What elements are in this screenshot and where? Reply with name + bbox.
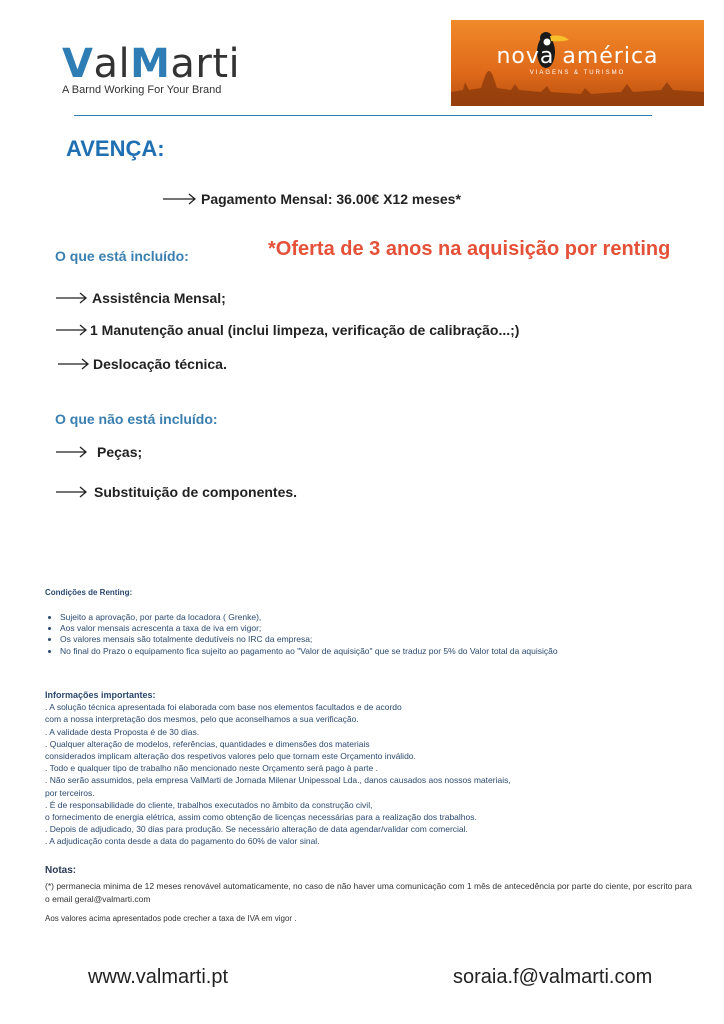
payment-text: Pagamento Mensal: 36.00€ X12 meses* <box>201 191 461 207</box>
arrow-right-icon <box>162 191 198 207</box>
notes-text: (*) permanecia minima de 12 meses renovável automaticamente, no caso de não haver uma comunicação com 1 mês de antecedência por parte do ciente, por escrito para o email geral@valmarti.com <box>45 881 692 904</box>
nova-america-banner <box>451 20 704 106</box>
info-line: . É de responsabilidade do cliente, trabalhos executados no âmbito da construção civil, <box>45 799 373 810</box>
arrow-right-icon <box>55 322 89 338</box>
list-item: • Aos valor mensais acrescenta a taxa de iva em vigor; <box>60 623 558 634</box>
page-title: AVENÇA: <box>66 136 165 161</box>
logo-wordmark: ValMarti <box>62 41 241 87</box>
info-line: . A solução técnica apresentada foi elaborada com base nos elementos facultados e de acordo <box>45 702 402 713</box>
not-included-label: O que não está incluído: <box>55 411 218 427</box>
arrow-right-icon <box>55 290 89 306</box>
footer-website[interactable]: www.valmarti.pt <box>88 966 229 988</box>
valmarti-logo <box>62 42 240 96</box>
list-item: • No final do Prazo o equipamento fica sujeito ao pagamento ao "Valor de aquisição" que se traduz por 5% do Valor total da aquisição <box>60 646 558 657</box>
info-line: . Não serão assumidos, pela empresa ValMarti de Jornada Milenar Unipessoal Lda., danos causados aos nossos materiais, <box>45 775 511 786</box>
info-line: considerados implicam alteração dos respetivos valores pelo que tornam este Orçamento inválido. <box>45 751 416 762</box>
info-line: o fornecimento de energia elétrica, assim como obtenção de licenças necessárias para a realização dos trabalhos. <box>45 812 477 823</box>
info-heading: Informações importantes: <box>45 690 156 700</box>
info-line: com a nossa interpretação dos mesmos, pelo que aconselhamos a sua verificação. <box>45 714 359 725</box>
banner-subtitle: VIAGENS & TURISMO <box>529 70 626 76</box>
included-label: O que está incluído: <box>55 248 189 264</box>
info-line: . Todo e qualquer tipo de trabalho não mencionado neste Orçamento será pago à parte . <box>45 763 378 774</box>
banner-title: nova américa <box>496 44 659 69</box>
header-divider <box>74 115 652 116</box>
payment-row <box>162 191 461 207</box>
iva-note: Aos valores acima apresentados pode crecher a taxa de IVA em vigor . <box>45 914 297 923</box>
list-item: • Sujeito a aprovação, por parte da locadora ( Grenke), <box>60 612 558 623</box>
notes-heading: Notas: <box>45 865 77 876</box>
list-item: • Os valores mensais são totalmente dedutíveis no IRC da empresa; <box>60 634 558 645</box>
arrow-right-icon <box>55 484 89 500</box>
info-line: . Qualquer alteração de modelos, referências, quantidades e dimensões dos materiais <box>45 738 370 749</box>
renting-list <box>50 612 558 657</box>
info-line: . Depois de adjudicado, 30 dias para produção. Se necessário alteração de data agendar/validar com comercial. <box>45 824 468 835</box>
info-line: por terceiros. <box>45 787 95 798</box>
info-line: . A validade desta Proposta é de 30 dias. <box>45 726 200 737</box>
important-info <box>45 689 511 848</box>
arrow-right-icon <box>55 444 89 460</box>
footer-email[interactable]: soraia.f@valmarti.com <box>453 966 653 988</box>
offer-text: *Oferta de 3 anos na aquisição por renting <box>268 238 671 260</box>
list-item: Substituição de componentes. <box>55 484 297 500</box>
renting-heading: Condições de Renting: <box>45 588 133 597</box>
list-item: 1 Manutenção anual (inclui limpeza, verificação de calibração...;) <box>55 322 519 338</box>
arrow-right-icon <box>57 356 91 372</box>
list-item: Deslocação técnica. <box>57 356 227 372</box>
info-line: . A adjudicação conta desde a data do pagamento do 60% de valor sinal. <box>45 836 320 847</box>
logo-tagline: A Barnd Working For Your Brand <box>62 84 222 96</box>
list-item: Assistência Mensal; <box>55 290 226 306</box>
list-item: Peças; <box>55 444 142 460</box>
